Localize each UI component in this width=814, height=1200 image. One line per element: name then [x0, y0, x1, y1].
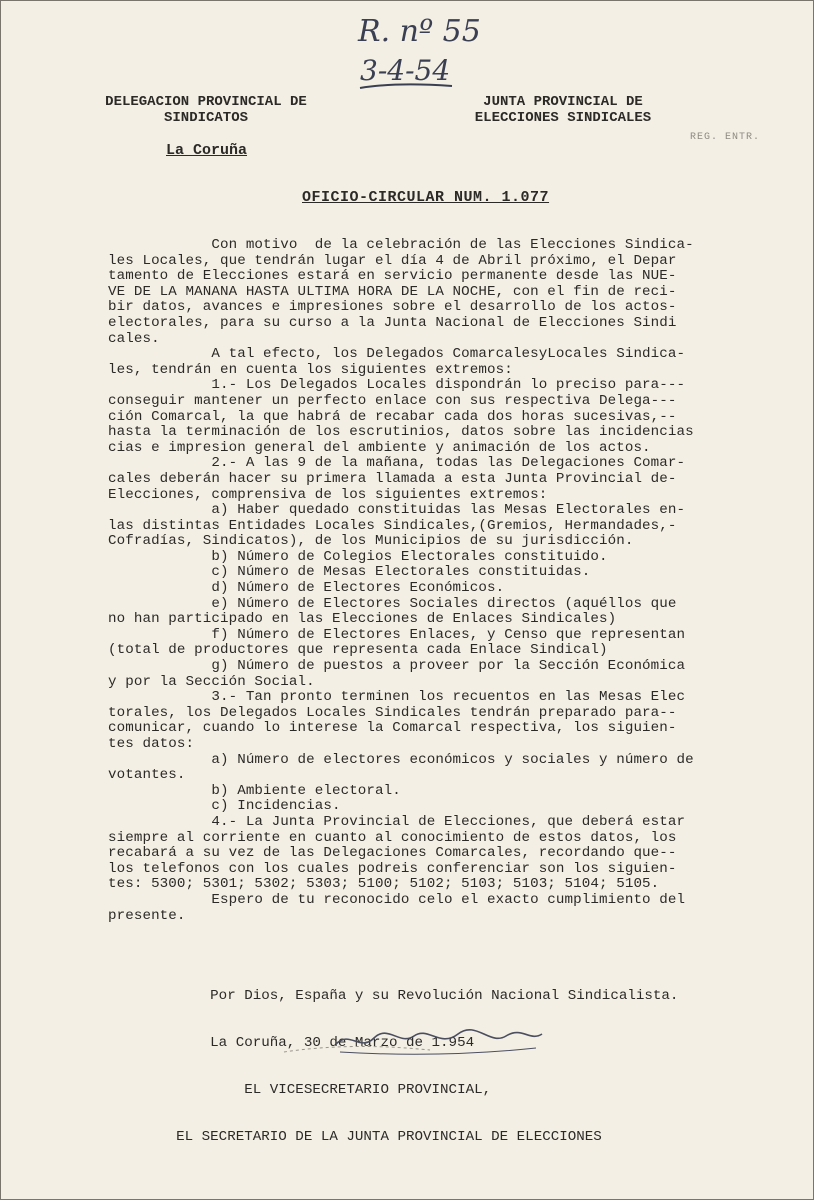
- body-line: a) Haber quedado constituidas las Mesas Electorales en-: [108, 503, 686, 519]
- body-line: hasta la terminación de los escrutinios, datos sobre las incidencias: [108, 425, 694, 441]
- body-line: Espero de tu reconocido celo el exacto cumplimiento del: [108, 892, 686, 908]
- signoff-block: [108, 958, 748, 1176]
- body-line: cales.: [108, 331, 160, 347]
- header-left-line2: SINDICATOS: [163, 110, 248, 126]
- body-line: votantes.: [108, 768, 186, 784]
- header-right-line1: JUNTA PROVINCIAL DE: [483, 94, 643, 110]
- body-line: recabará a su vez de las Delegaciones Comarcales, recordando que--: [108, 846, 677, 862]
- body-line: bir datos, avances e impresiones sobre el desarrollo de los actos-: [108, 300, 677, 316]
- body-line: g) Número de puestos a proveer por la Sección Económica: [108, 659, 686, 675]
- body-line: f) Número de Electores Enlaces, y Censo que representan: [108, 627, 686, 643]
- body-line: d) Número de Electores Económicos.: [108, 581, 505, 597]
- body-line: 1.- Los Delegados Locales dispondrán lo preciso para---: [108, 378, 686, 394]
- document-title: OFICIO-CIRCULAR NUM. 1.077: [302, 189, 550, 206]
- body-line: c) Número de Mesas Electorales constituidas.: [108, 565, 591, 581]
- signoff-secretary: EL SECRETARIO DE LA JUNTA PROVINCIAL DE ELECCIONES: [108, 1128, 602, 1145]
- body-line: electorales, para su curso a la Junta Nacional de Elecciones Sindi: [108, 315, 677, 331]
- body-line: tes: 5300; 5301; 5302; 5303; 5100; 5102; 5103; 5103; 5104; 5105.: [108, 877, 660, 893]
- body-line: c) Incidencias.: [108, 799, 341, 815]
- body-line: tes datos:: [108, 737, 195, 752]
- body-line: b) Ambiente electoral.: [108, 783, 401, 799]
- handwritten-underline-icon: [356, 80, 456, 94]
- body-line: 4.- La Junta Provincial de Elecciones, que deberá estar: [108, 814, 686, 830]
- body-line: Con motivo de la celebración de las Elecciones Sindica-: [108, 238, 694, 253]
- body-line: torales, los Delegados Locales Sindicales tendrán preparado para--: [108, 705, 677, 721]
- header-right-line2: ELECCIONES SINDICALES: [474, 110, 652, 126]
- body-line: les Locales, que tendrán lugar el día 4 de Abril próximo, el Depar: [108, 253, 677, 269]
- faint-stamp: REG. ENTR.: [690, 132, 761, 143]
- body-line: cales deberán hacer su primera llamada a esta Junta Provincial de-: [108, 471, 677, 487]
- body-line: siempre al corriente en cuanto al conocimiento de estos datos, los: [108, 830, 677, 846]
- body-line: A tal efecto, los Delegados ComarcalesyLocales Sindica-: [108, 347, 686, 363]
- body-line: presente.: [108, 908, 186, 924]
- signoff-place-date: La Coruña, 30 de Marzo de 1.954: [108, 1034, 475, 1051]
- header-left: [88, 94, 324, 126]
- body-line: tamento de Elecciones estará en servicio permanente desde las NUE-: [108, 269, 677, 285]
- body-line: Cofradías, Sindicatos), de los Municipios de su jurisdicción.: [108, 534, 634, 550]
- body-line: 2.- A las 9 de la mañana, todas las Delegaciones Comar-: [108, 456, 686, 472]
- body-line: les, tendrán en cuenta los siguientes extremos:: [108, 362, 513, 378]
- header-city: La Coruña: [166, 142, 248, 159]
- signoff-motto: Por Dios, España y su Revolución Nacional Sindicalista.: [108, 988, 679, 1005]
- header-left-line1: DELEGACION PROVINCIAL DE: [105, 94, 307, 110]
- body-line: Elecciones, comprensiva de los siguientes extremos:: [108, 487, 548, 503]
- document-body: [108, 238, 748, 924]
- handwritten-date: 3-4-54: [360, 54, 451, 87]
- faint-stamp-mark-icon: [280, 1038, 440, 1060]
- signoff-vicesecretary: EL VICESECRETARIO PROVINCIAL,: [108, 1081, 492, 1098]
- body-line: 3.- Tan pronto terminen los recuentos en las Mesas Elec: [108, 690, 686, 706]
- body-line: y por la Sección Social.: [108, 674, 315, 690]
- body-line: conseguir mantener un perfecto enlace con sus respectiva Delega---: [108, 393, 677, 409]
- body-line: ción Comarcal, la que habrá de recabar cada dos horas sucesivas,--: [108, 409, 677, 425]
- body-line: a) Número de electores económicos y sociales y número de: [108, 752, 694, 768]
- body-line: (total de productores que representa cada Enlace Sindical): [108, 643, 608, 659]
- body-line: cias e impresion general del ambiente y animación de los actos.: [108, 440, 651, 456]
- handwritten-registry-number: R. nº 55: [358, 14, 481, 49]
- body-line: no han participado en las Elecciones de Enlaces Sindicales): [108, 612, 617, 628]
- body-line: e) Número de Electores Sociales directos (aquéllos que: [108, 596, 677, 612]
- body-line: las distintas Entidades Locales Sindicales,(Gremios, Hermandades,-: [108, 518, 677, 534]
- body-line: VE DE LA MAÑANA HASTA ULTIMA HORA DE LA NOCHE, con el fin de reci-: [108, 284, 677, 300]
- header-right: [460, 94, 666, 126]
- body-line: los telefonos con los cuales podreis conferenciar son los siguien-: [108, 861, 677, 877]
- body-line: comunicar, cuando lo interese la Comarcal respectiva, los siguien-: [108, 721, 677, 737]
- body-line: b) Número de Colegios Electorales constituido.: [108, 549, 608, 565]
